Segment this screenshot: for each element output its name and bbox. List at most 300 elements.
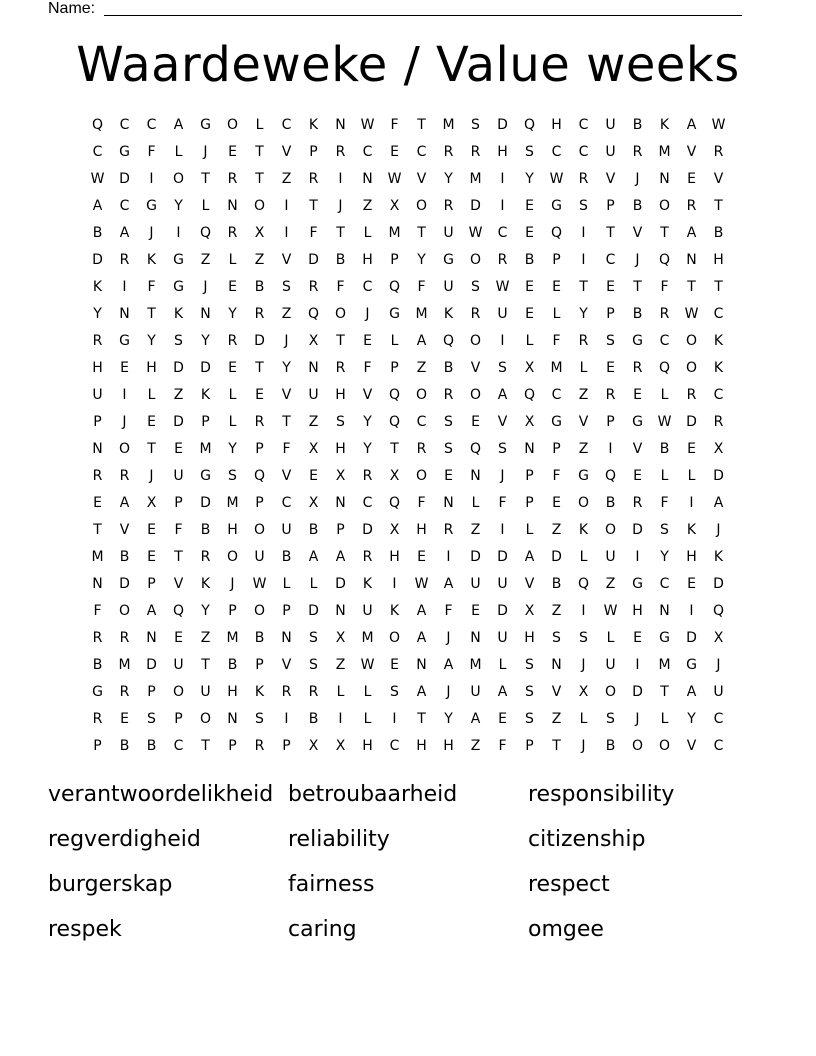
grid-letter: L [579, 711, 588, 727]
grid-letter: E [471, 603, 480, 619]
grid-letter: K [254, 684, 265, 700]
grid-letter: B [335, 252, 346, 268]
grid-letter: F [309, 225, 318, 241]
grid-letter: I [635, 657, 640, 673]
grid-letter: D [497, 603, 508, 619]
grid-letter: S [282, 279, 291, 295]
grid-letter: E [147, 414, 156, 430]
grid-letter: E [633, 630, 642, 646]
grid-letter: O [415, 387, 428, 403]
grid-letter: E [174, 630, 183, 646]
grid-letter: Z [335, 657, 346, 673]
grid-letter: N [443, 495, 454, 511]
grid-letter: R [308, 171, 319, 187]
grid-letter: P [525, 468, 534, 484]
grid-letter: N [308, 360, 319, 376]
grid-letter: Y [444, 171, 453, 187]
grid-letter: C [416, 144, 427, 160]
grid-letter: W [684, 306, 699, 322]
grid-letter: L [525, 333, 534, 349]
grid-letter: L [282, 576, 291, 592]
grid-letter: N [470, 468, 481, 484]
grid-letter: S [525, 684, 534, 700]
grid-letter: X [524, 414, 535, 430]
word-list-item: regverdigheid [48, 827, 201, 852]
grid-row [84, 681, 732, 708]
grid-letter: O [118, 603, 131, 619]
grid-letter: B [92, 225, 103, 241]
grid-letter: R [470, 144, 481, 160]
grid-letter: Z [281, 306, 292, 322]
grid-letter: Y [282, 360, 291, 376]
grid-letter: E [606, 279, 615, 295]
grid-letter: D [173, 360, 184, 376]
grid-row [84, 573, 732, 600]
grid-letter: J [284, 333, 289, 349]
grid-letter: Y [228, 306, 237, 322]
grid-letter: E [687, 441, 696, 457]
grid-letter: S [606, 333, 615, 349]
grid-letter: H [227, 522, 238, 538]
grid-letter: C [362, 144, 373, 160]
grid-letter: E [93, 495, 102, 511]
grid-letter: Q [523, 117, 536, 133]
grid-letter: X [308, 495, 319, 511]
grid-letter: F [336, 279, 345, 295]
grid-letter: Z [308, 414, 319, 430]
grid-letter: Q [91, 117, 104, 133]
grid-letter: G [173, 279, 184, 295]
grid-letter: U [92, 387, 103, 403]
grid-letter: A [119, 225, 130, 241]
grid-letter: V [686, 738, 697, 754]
grid-letter: X [308, 333, 319, 349]
grid-letter: N [335, 495, 346, 511]
grid-letter: E [120, 711, 129, 727]
grid-letter: D [551, 549, 562, 565]
grid-letter: I [581, 603, 586, 619]
grid-letter: C [173, 738, 184, 754]
grid-letter: A [173, 117, 184, 133]
grid-letter: C [416, 414, 427, 430]
grid-letter: N [416, 657, 427, 673]
grid-letter: Y [660, 549, 669, 565]
grid-letter: H [686, 549, 697, 565]
grid-letter: S [336, 414, 345, 430]
grid-letter: L [660, 468, 669, 484]
grid-letter: B [119, 549, 130, 565]
grid-letter: V [281, 387, 292, 403]
grid-letter: R [200, 549, 211, 565]
grid-row [84, 222, 732, 249]
grid-letter: D [632, 522, 643, 538]
grid-letter: S [255, 711, 264, 727]
grid-letter: J [581, 657, 586, 673]
grid-letter: E [390, 144, 399, 160]
grid-letter: B [92, 657, 103, 673]
grid-letter: U [605, 117, 616, 133]
grid-letter: C [551, 387, 562, 403]
grid-row [84, 168, 732, 195]
grid-letter: Z [362, 198, 373, 214]
grid-row [84, 330, 732, 357]
name-field [48, 0, 748, 18]
grid-letter: Q [523, 387, 536, 403]
grid-letter: Y [363, 414, 372, 430]
grid-letter: N [659, 603, 670, 619]
grid-letter: T [147, 306, 156, 322]
grid-letter: S [390, 684, 399, 700]
grid-letter: J [149, 468, 154, 484]
grid-letter: N [200, 306, 211, 322]
grid-row [84, 195, 732, 222]
grid-letter: C [551, 144, 562, 160]
grid-letter: F [417, 495, 426, 511]
grid-letter: U [605, 549, 616, 565]
grid-letter: R [497, 252, 508, 268]
grid-letter: I [635, 549, 640, 565]
grid-letter: C [659, 333, 670, 349]
grid-letter: Y [444, 711, 453, 727]
grid-letter: T [633, 279, 642, 295]
grid-letter: P [390, 360, 399, 376]
grid-letter: W [603, 603, 618, 619]
grid-letter: J [365, 306, 370, 322]
grid-letter: K [713, 360, 724, 376]
grid-letter: R [119, 630, 130, 646]
grid-letter: Z [416, 360, 427, 376]
grid-letter: G [659, 630, 670, 646]
grid-letter: P [282, 738, 291, 754]
grid-letter: M [442, 117, 455, 133]
grid-letter: D [308, 603, 319, 619]
grid-letter: T [660, 225, 669, 241]
grid-letter: C [119, 198, 130, 214]
grid-letter: O [631, 738, 644, 754]
grid-letter: M [658, 657, 671, 673]
grid-letter: Q [388, 387, 401, 403]
grid-letter: S [525, 657, 534, 673]
grid-letter: U [605, 657, 616, 673]
grid-letter: D [254, 333, 265, 349]
grid-letter: S [471, 117, 480, 133]
grid-letter: C [713, 738, 724, 754]
grid-letter: A [308, 549, 319, 565]
grid-letter: A [686, 684, 697, 700]
grid-letter: Q [253, 468, 266, 484]
grid-letter: Z [551, 711, 562, 727]
grid-row [84, 735, 732, 762]
grid-letter: R [659, 306, 670, 322]
grid-letter: S [444, 414, 453, 430]
grid-letter: B [119, 738, 130, 754]
grid-letter: Q [712, 603, 725, 619]
grid-letter: A [416, 684, 427, 700]
grid-letter: J [635, 171, 640, 187]
grid-letter: R [443, 198, 454, 214]
grid-letter: G [632, 576, 643, 592]
grid-letter: U [173, 468, 184, 484]
grid-letter: H [362, 252, 373, 268]
grid-letter: M [658, 144, 671, 160]
grid-letter: A [497, 387, 508, 403]
grid-letter: T [201, 171, 210, 187]
grid-letter: R [362, 549, 373, 565]
grid-letter: H [524, 630, 535, 646]
grid-letter: R [92, 711, 103, 727]
grid-letter: L [147, 387, 156, 403]
grid-letter: B [254, 279, 265, 295]
grid-letter: F [93, 603, 102, 619]
grid-letter: H [416, 522, 427, 538]
grid-letter: G [686, 657, 697, 673]
grid-letter: D [173, 414, 184, 430]
grid-letter: L [660, 711, 669, 727]
grid-letter: R [281, 684, 292, 700]
grid-letter: P [174, 495, 183, 511]
grid-letter: F [660, 495, 669, 511]
grid-letter: U [497, 630, 508, 646]
grid-letter: G [551, 414, 562, 430]
grid-letter: V [605, 171, 616, 187]
grid-letter: E [147, 522, 156, 538]
grid-letter: K [578, 522, 589, 538]
grid-letter: P [606, 414, 615, 430]
grid-letter: G [389, 306, 400, 322]
grid-letter: S [498, 360, 507, 376]
grid-letter: E [390, 657, 399, 673]
grid-letter: X [524, 603, 535, 619]
name-underline [104, 15, 742, 16]
grid-letter: Z [470, 738, 481, 754]
page-title: Waardeweke / Value weeks [76, 37, 740, 93]
grid-row [84, 708, 732, 735]
word-list-item: verantwoordelikheid [48, 782, 274, 807]
grid-letter: B [254, 630, 265, 646]
grid-letter: O [388, 630, 401, 646]
grid-letter: F [390, 117, 399, 133]
grid-letter: V [632, 441, 643, 457]
grid-letter: R [578, 333, 589, 349]
grid-letter: Y [417, 252, 426, 268]
grid-letter: V [281, 657, 292, 673]
grid-row [84, 303, 732, 330]
grid-letter: S [525, 711, 534, 727]
grid-letter: X [254, 225, 265, 241]
grid-letter: A [443, 576, 454, 592]
grid-letter: L [309, 576, 318, 592]
grid-letter: L [579, 360, 588, 376]
grid-letter: E [363, 333, 372, 349]
grid-letter: U [200, 684, 211, 700]
grid-letter: V [281, 144, 292, 160]
grid-letter: F [282, 441, 291, 457]
grid-letter: I [689, 495, 694, 511]
grid-letter: T [714, 279, 723, 295]
grid-letter: X [335, 630, 346, 646]
grid-letter: H [146, 360, 157, 376]
grid-letter: H [497, 144, 508, 160]
grid-letter: O [685, 360, 698, 376]
grid-letter: T [255, 171, 264, 187]
grid-letter: X [389, 468, 400, 484]
grid-letter: M [550, 360, 563, 376]
grid-letter: I [581, 252, 586, 268]
grid-letter: K [200, 387, 211, 403]
grid-letter: D [713, 468, 724, 484]
grid-letter: A [416, 630, 427, 646]
grid-letter: N [362, 171, 373, 187]
grid-letter: S [525, 144, 534, 160]
grid-letter: J [338, 198, 343, 214]
grid-letter: K [173, 306, 184, 322]
grid-letter: H [92, 360, 103, 376]
grid-letter: R [335, 144, 346, 160]
grid-letter: G [443, 252, 454, 268]
grid-letter: X [389, 198, 400, 214]
grid-letter: M [199, 441, 212, 457]
grid-letter: Q [388, 495, 401, 511]
grid-letter: C [146, 117, 157, 133]
grid-letter: M [361, 630, 374, 646]
grid-letter: W [495, 279, 510, 295]
grid-letter: B [551, 576, 562, 592]
grid-letter: Z [551, 603, 562, 619]
grid-letter: F [417, 279, 426, 295]
grid-letter: O [334, 306, 347, 322]
grid-letter: Y [93, 306, 102, 322]
grid-letter: J [230, 576, 235, 592]
grid-letter: O [604, 684, 617, 700]
grid-letter: P [309, 144, 318, 160]
grid-letter: S [579, 198, 588, 214]
grid-letter: J [149, 225, 154, 241]
grid-letter: W [360, 117, 375, 133]
grid-letter: X [713, 441, 724, 457]
word-list-item: omgee [528, 917, 604, 942]
grid-letter: I [446, 549, 451, 565]
grid-letter: D [362, 522, 373, 538]
grid-letter: H [632, 603, 643, 619]
grid-letter: E [174, 441, 183, 457]
grid-letter: R [227, 171, 238, 187]
grid-letter: Z [470, 522, 481, 538]
grid-letter: X [335, 468, 346, 484]
grid-letter: U [281, 522, 292, 538]
grid-letter: L [201, 198, 210, 214]
grid-letter: P [525, 738, 534, 754]
grid-letter: E [147, 549, 156, 565]
grid-letter: D [335, 576, 346, 592]
grid-letter: C [578, 144, 589, 160]
grid-letter: Y [147, 333, 156, 349]
grid-row [84, 492, 732, 519]
word-list-item: caring [288, 917, 357, 942]
grid-letter: P [174, 711, 183, 727]
grid-letter: K [362, 576, 373, 592]
grid-letter: T [336, 225, 345, 241]
grid-letter: R [119, 252, 130, 268]
grid-letter: O [685, 333, 698, 349]
grid-letter: R [92, 468, 103, 484]
grid-letter: N [92, 441, 103, 457]
grid-letter: T [417, 117, 426, 133]
grid-letter: L [228, 414, 237, 430]
grid-letter: T [174, 549, 183, 565]
grid-letter: A [335, 549, 346, 565]
grid-letter: V [281, 252, 292, 268]
grid-letter: E [525, 198, 534, 214]
grid-letter: B [308, 711, 319, 727]
grid-letter: B [524, 252, 535, 268]
grid-letter: I [338, 171, 343, 187]
grid-letter: R [686, 387, 697, 403]
grid-letter: T [579, 279, 588, 295]
grid-letter: Z [200, 252, 211, 268]
grid-letter: V [119, 522, 130, 538]
grid-letter: L [255, 117, 264, 133]
grid-letter: R [308, 279, 319, 295]
grid-letter: Y [687, 711, 696, 727]
grid-letter: K [92, 279, 103, 295]
grid-letter: W [360, 657, 375, 673]
grid-letter: X [713, 630, 724, 646]
grid-letter: N [335, 117, 346, 133]
grid-letter: R [632, 360, 643, 376]
grid-letter: L [363, 684, 372, 700]
grid-letter: O [469, 252, 482, 268]
grid-letter: V [713, 171, 724, 187]
grid-letter: B [227, 657, 238, 673]
grid-letter: T [687, 279, 696, 295]
grid-letter: D [497, 549, 508, 565]
grid-letter: L [390, 333, 399, 349]
grid-letter: O [253, 198, 266, 214]
grid-letter: M [469, 171, 482, 187]
grid-letter: O [604, 522, 617, 538]
grid-letter: F [444, 603, 453, 619]
grid-row [84, 276, 732, 303]
grid-letter: O [118, 441, 131, 457]
grid-letter: F [498, 738, 507, 754]
grid-letter: H [362, 738, 373, 754]
grid-letter: T [606, 225, 615, 241]
grid-letter: B [632, 306, 643, 322]
grid-letter: T [93, 522, 102, 538]
letter-grid [84, 114, 732, 762]
grid-letter: N [470, 630, 481, 646]
grid-letter: I [338, 711, 343, 727]
grid-letter: Z [281, 171, 292, 187]
grid-letter: L [471, 495, 480, 511]
grid-letter: P [255, 495, 264, 511]
grid-letter: B [281, 549, 292, 565]
grid-letter: I [149, 171, 154, 187]
grid-letter: J [635, 711, 640, 727]
grid-letter: Q [199, 225, 212, 241]
grid-letter: W [387, 171, 402, 187]
grid-letter: L [498, 657, 507, 673]
grid-letter: C [578, 117, 589, 133]
grid-letter: G [200, 468, 211, 484]
grid-letter: Z [551, 522, 562, 538]
grid-letter: N [659, 171, 670, 187]
grid-letter: V [632, 225, 643, 241]
grid-letter: R [362, 468, 373, 484]
grid-letter: P [93, 414, 102, 430]
grid-letter: N [551, 657, 562, 673]
grid-letter: Q [172, 603, 185, 619]
